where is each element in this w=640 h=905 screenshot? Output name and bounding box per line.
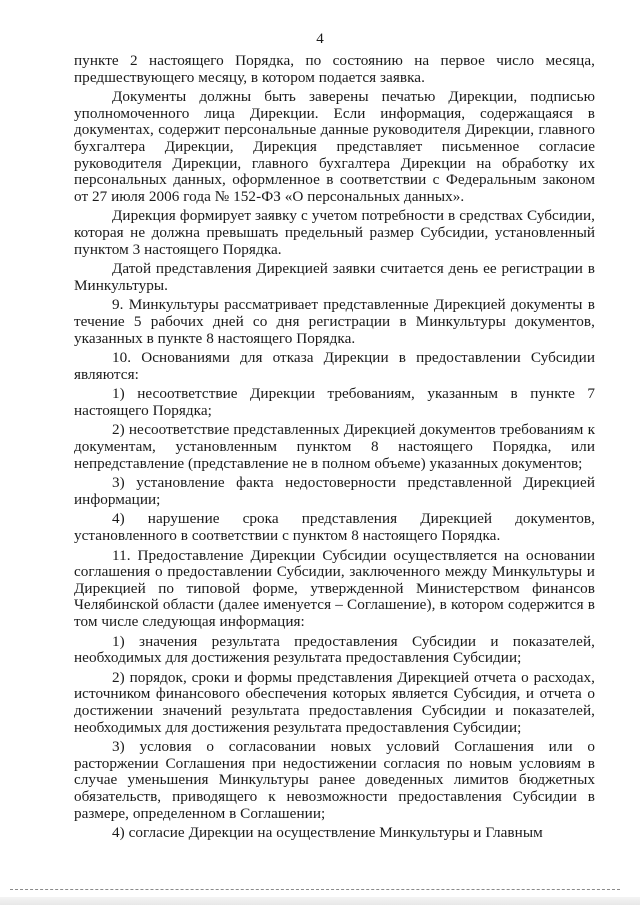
- paragraph-item-11-4: 4) согласие Дирекции на осуществление Минкультуры и Главным: [112, 824, 543, 842]
- document-body: [74, 53, 595, 845]
- paragraph-item-10-1: 1) несоответствие Дирекции требованиям, указанным в пункте 7 настоящего Порядка;: [74, 385, 595, 419]
- paragraph-item-11-1: 1) значения результата предоставления Субсидии и показателей, необходимых для достижения результата предоставления Субсидии;: [74, 632, 595, 667]
- paragraph-application-formation: Дирекция формирует заявку с учетом потребности в средствах Субсидии, которая не должна превышать предельный размер Субсидии, установленный пунктом 3 настоящего Порядка.: [74, 207, 595, 258]
- paragraph-documents-certification: Документы должны быть заверены печатью Дирекции, подписью уполномоченного лица Дирекции. Если информация, содержащаяся в документах, содержит персональные данные руководителя Дирекции, главного бухгалтера Дирекции, Дирекция представляет письменное согласие руководителя Дирекции, главного бухгалтера Дирекции на обработку их персональных данных, оформленное в соответствии с Федеральным законом от 27 июля 2006 года № 152-ФЗ «О персональных данных».: [74, 88, 595, 205]
- page-number: 4: [316, 31, 324, 47]
- paragraph-item-11-3: 3) условия о согласовании новых условий Соглашения или о расторжении Соглашения при недостижении согласия по новым условиям в случае уменьшения Минкультуры ранее доведенных лимитов бюджетных обязательств, приводящего к невозможности предоставления Субсидии в размере, определенном в Соглашении;: [74, 738, 595, 822]
- paragraph-item-9: 9. Минкультуры рассматривает представленные Дирекцией документы в течение 5 рабочих дней со дня регистрации в Минкультуры документов, указанных в пункте 8 настоящего Порядка.: [74, 296, 595, 347]
- paragraph-item-11: 11. Предоставление Дирекции Субсидии осуществляется на основании соглашения о предоставлении Субсидии, заключенного между Минкультуры и Дирекцией по типовой форме, утвержденной Министерством финансов Челябинской области (далее именуется – Соглашение), в котором содержится в том числе следующая информация:: [74, 546, 595, 630]
- scan-edge: [0, 897, 640, 905]
- paragraph-item-11-2: 2) порядок, сроки и формы представления Дирекцией отчета о расходах, источником финансового обеспечения которых является Субсидия, и отчета о достижении значений результата предоставления Субсидии и показателей, необходимых для достижения результата предоставления Субсидии;: [74, 668, 595, 736]
- paragraph-submission-date: Датой представления Дирекцией заявки считается день ее регистрации в Минкультуры.: [74, 260, 595, 294]
- paragraph-item-10-3: 3) установление факта недостоверности представленной Дирекцией информации;: [74, 474, 595, 508]
- paragraph-item-10-4: 4) нарушение срока представления Дирекцией документов, установленного в соответствии с пунктом 8 настоящего Порядка.: [74, 510, 595, 545]
- paragraph-item-10-2: 2) несоответствие представленных Дирекцией документов требованиям к документам, установленным пунктом 8 настоящего Порядка, или непредставление (представление не в полном объеме) указанных документов;: [74, 421, 595, 472]
- footer-divider: [10, 889, 620, 890]
- paragraph-continuation: пункте 2 настоящего Порядка, по состоянию на первое число месяца, предшествующего месяцу, в котором подается заявка.: [74, 52, 595, 86]
- paragraph-item-10: 10. Основаниями для отказа Дирекции в предоставлении Субсидии являются:: [74, 349, 595, 383]
